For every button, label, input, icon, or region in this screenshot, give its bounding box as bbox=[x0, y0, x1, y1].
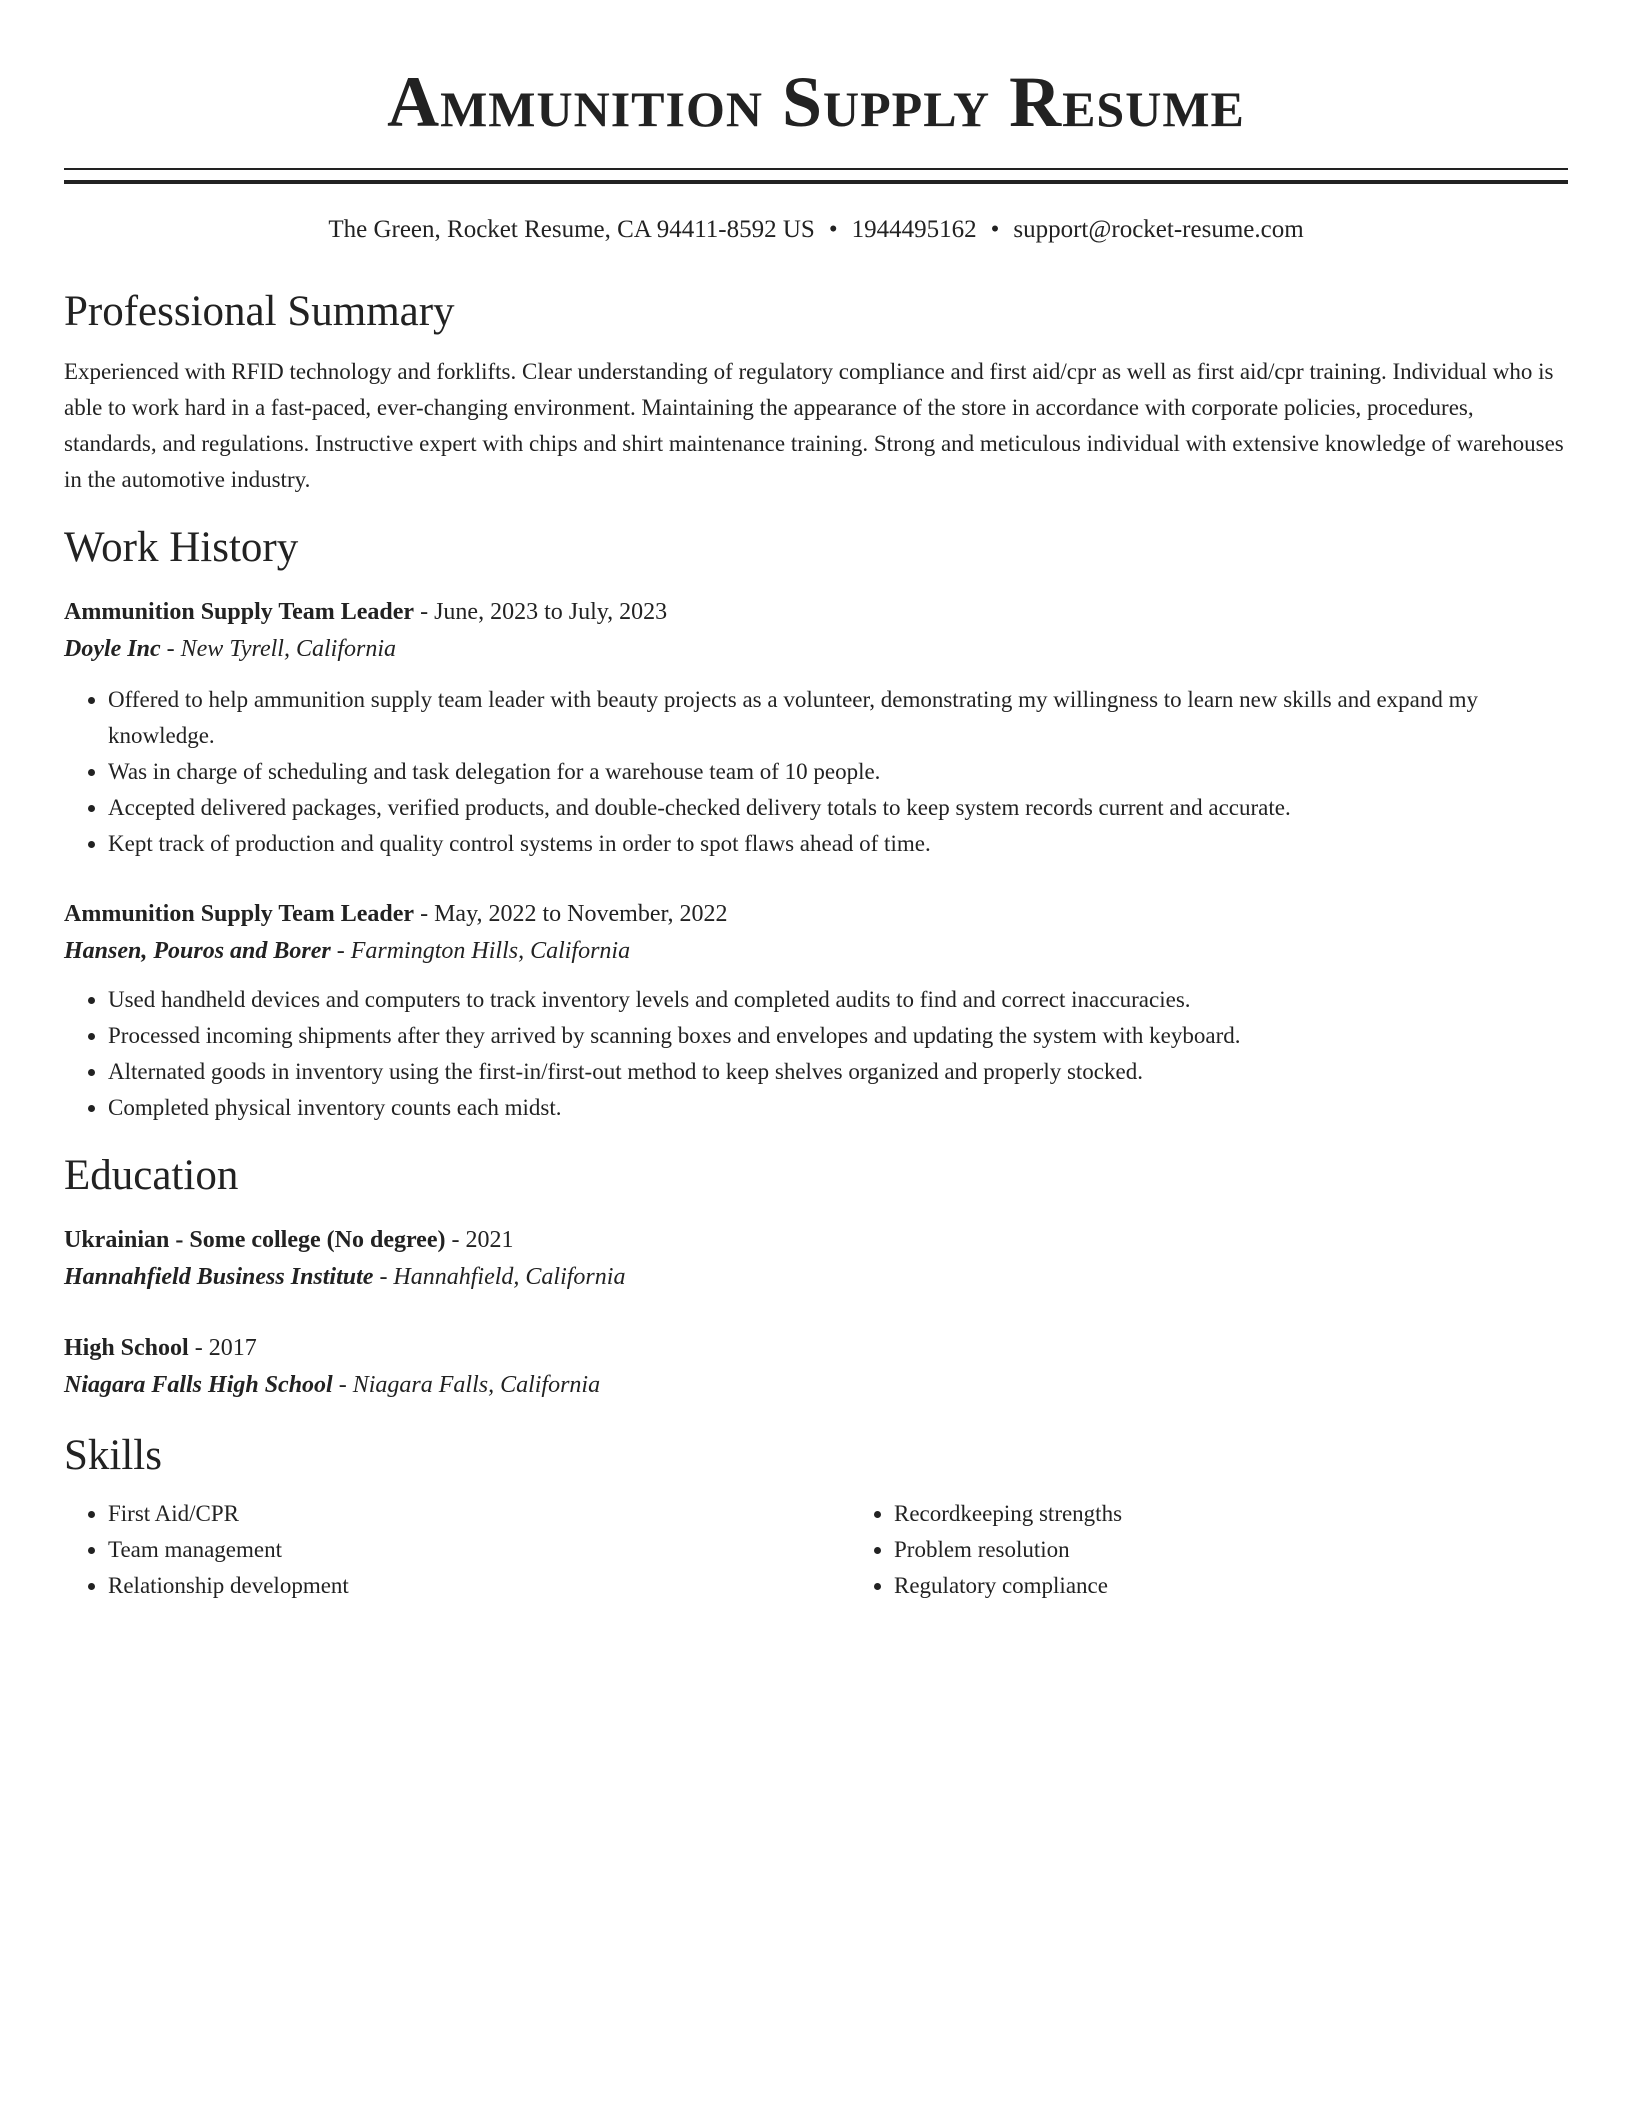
job-entry bbox=[64, 896, 1568, 1126]
list-item: • Alternated goods in inventory using the first-in/first-out method to keep shelves organized and properly stocked. bbox=[108, 1054, 1568, 1090]
education-degree: High School bbox=[64, 1335, 189, 1361]
education-school: Niagara Falls High School bbox=[64, 1372, 333, 1398]
education-school-line bbox=[64, 1366, 1568, 1404]
education-entry bbox=[64, 1222, 1568, 1296]
contact-address: The Green, Rocket Resume, CA 94411-8592 US bbox=[328, 216, 815, 243]
skill-item: • First Aid/CPR bbox=[108, 1496, 850, 1532]
job-duties-list bbox=[64, 982, 1568, 1126]
education-year: - 2021 bbox=[445, 1227, 514, 1253]
list-item: • Processed incoming shipments after they arrived by scanning boxes and envelopes and updating the system with keyboard. bbox=[108, 1018, 1568, 1054]
job-company: Doyle Inc bbox=[64, 636, 161, 662]
job-location: - Farmington Hills, California bbox=[330, 938, 631, 964]
job-dates: - June, 2023 to July, 2023 bbox=[414, 599, 668, 625]
section-heading-summary: Professional Summary bbox=[64, 288, 455, 335]
job-duties-list bbox=[64, 682, 1568, 862]
list-item: • Offered to help ammunition supply team leader with beauty projects as a volunteer, demonstrating my willingness to learn new skills and expand my knowledge. bbox=[108, 682, 1568, 754]
education-heading bbox=[64, 1222, 1568, 1258]
job-company: Hansen, Pouros and Borer bbox=[64, 938, 331, 964]
skill-item: • Regulatory compliance bbox=[894, 1568, 1632, 1604]
skill-item: • Problem resolution bbox=[894, 1532, 1632, 1568]
job-location: - New Tyrell, California bbox=[160, 636, 396, 662]
job-title: Ammunition Supply Team Leader bbox=[64, 901, 415, 927]
section-heading-skills: Skills bbox=[64, 1432, 162, 1479]
contact-separator: • bbox=[990, 216, 1000, 243]
skills-list-left bbox=[64, 1496, 850, 1604]
skills-list-right bbox=[850, 1496, 1632, 1604]
education-location: - Niagara Falls, California bbox=[332, 1372, 601, 1398]
contact-phone: 1944495162 bbox=[851, 216, 977, 243]
education-entry bbox=[64, 1330, 1568, 1404]
education-school: Hannahfield Business Institute bbox=[64, 1264, 374, 1290]
section-heading-education: Education bbox=[64, 1152, 239, 1199]
job-title: Ammunition Supply Team Leader bbox=[64, 599, 415, 625]
contact-email: support@rocket-resume.com bbox=[1013, 216, 1304, 243]
job-heading bbox=[64, 594, 1568, 630]
education-heading bbox=[64, 1330, 1568, 1366]
job-employer bbox=[64, 932, 1568, 970]
education-degree: Ukrainian - Some college (No degree) bbox=[64, 1227, 446, 1253]
education-location: - Hannahfield, California bbox=[373, 1264, 626, 1290]
education-school-line bbox=[64, 1258, 1568, 1296]
summary-text: Experienced with RFID technology and forklifts. Clear understanding of regulatory compliance and first aid/cpr as well as first aid/cpr training. Individual who is able to work hard in a fast-paced, ever-changing environment. Maintaining the appearance of the store in accordance with corporate policies, procedures, standards, and regulations. Instructive expert with chips and shirt maintenance training. Strong and meticulous individual with extensive knowledge of warehouses in the automotive industry. bbox=[64, 359, 1564, 492]
section-heading-work-history: Work History bbox=[64, 524, 299, 571]
skill-item: • Recordkeeping strengths bbox=[894, 1496, 1632, 1532]
job-entry bbox=[64, 594, 1568, 862]
list-item: • Kept track of production and quality control systems in order to spot flaws ahead of time. bbox=[108, 826, 1568, 862]
skill-item: • Relationship development bbox=[108, 1568, 850, 1604]
title-double-rule bbox=[64, 168, 1568, 184]
contact-line bbox=[64, 214, 1568, 246]
contact-separator: • bbox=[828, 216, 838, 243]
resume-title: Ammunition Supply Resume bbox=[387, 62, 1245, 142]
skills-columns bbox=[64, 1496, 1568, 1604]
job-dates: - May, 2022 to November, 2022 bbox=[414, 901, 728, 927]
education-year: - 2017 bbox=[188, 1335, 257, 1361]
list-item: • Used handheld devices and computers to track inventory levels and completed audits to find and correct inaccuracies. bbox=[108, 982, 1568, 1018]
skill-item: • Team management bbox=[108, 1532, 850, 1568]
list-item: • Was in charge of scheduling and task delegation for a warehouse team of 10 people. bbox=[108, 754, 1568, 790]
job-heading bbox=[64, 896, 1568, 932]
list-item: • Accepted delivered packages, verified products, and double-checked delivery totals to keep system records current and accurate. bbox=[108, 790, 1568, 826]
job-employer bbox=[64, 630, 1568, 668]
list-item: • Completed physical inventory counts each midst. bbox=[108, 1090, 1568, 1126]
